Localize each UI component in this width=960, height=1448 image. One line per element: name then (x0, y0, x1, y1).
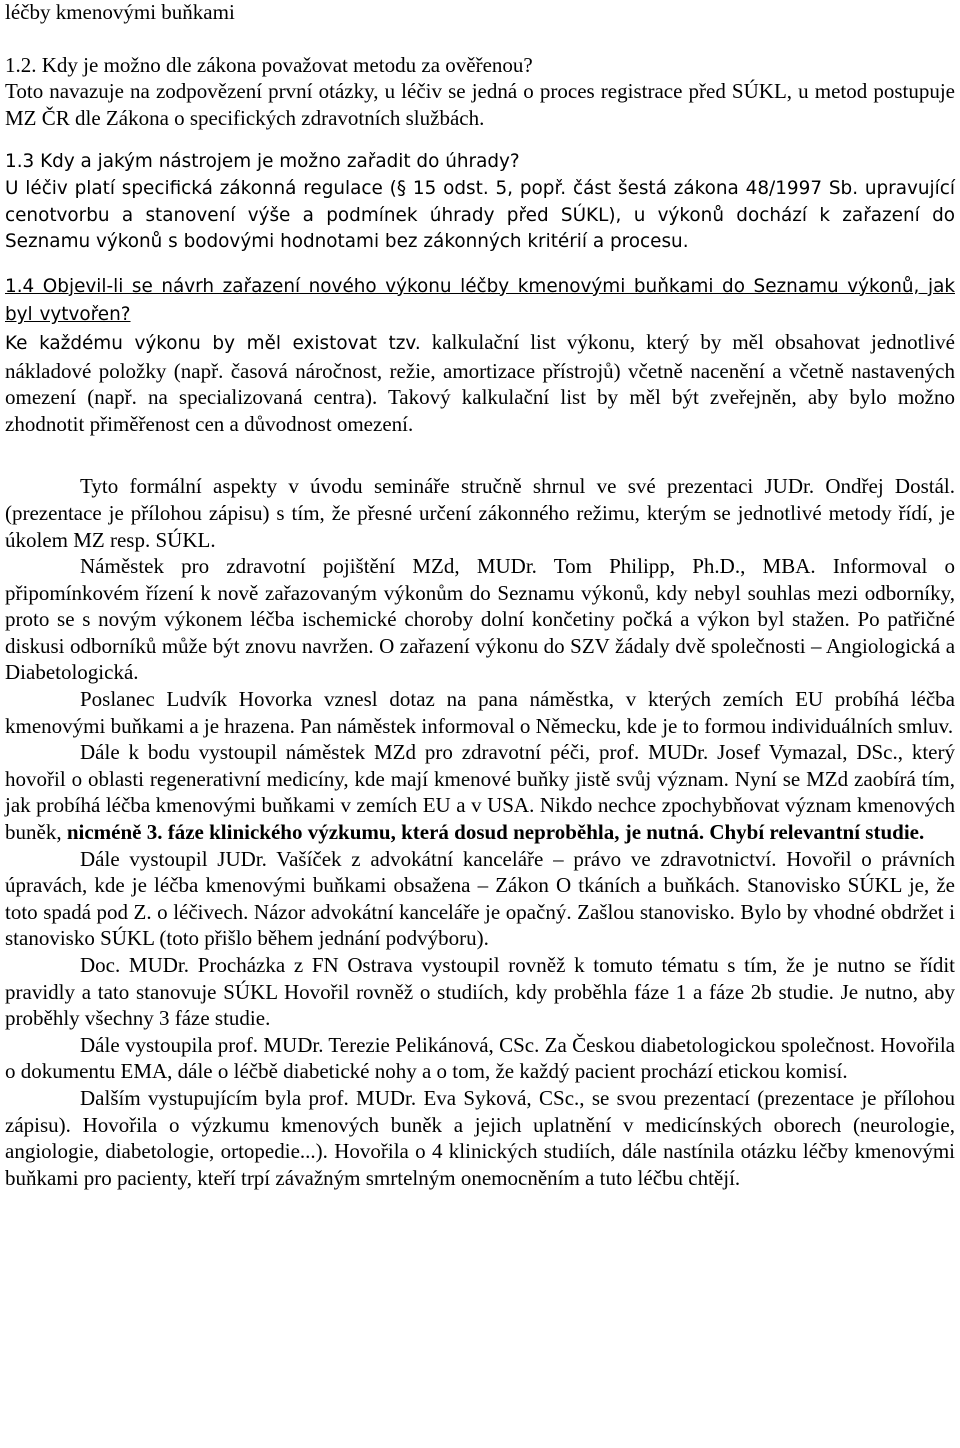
paragraph-vasicek-a: právo ve zdravotnictví. Hovořil o právních úpravách, kde je léčba kmenovými buňkami obsažena (5, 846, 956, 898)
section-text-1-4 (5, 329, 955, 437)
section-heading-1-3-text: 1.3 Kdy a jakým nástrojem je možno zařadit do úhrady? (5, 151, 520, 173)
paragraph-prochazka: Doc. MUDr. Procházka z FN Ostrava vystoupil rovněž k tomuto tématu s tím, že je nutno se řídit pravidly a tato stanovuje SÚKL Hovořil rovněž o studiích, kdy proběhla fáze 1 a fáze 2b studie. Je nutno, aby proběhly všechny 3 fáze studie. (5, 953, 955, 1031)
paragraph-vasicek-text: Dále vystoupil JUDr. Vašíček z advokátní kanceláře (80, 846, 544, 871)
paragraph-vymazal (5, 739, 955, 845)
paragraph-philipp-end: Angiologická a Diabetologická. (5, 633, 956, 685)
dash-glyph: – (553, 846, 564, 871)
paragraph-sykova: Dalším vystupujícím byla prof. MUDr. Eva Syková, CSc., se svou prezentací (prezentace je přílohou zápisu). Hovořila o výzkumu kmenových buněk a jejich uplatnění v medicínských oborech (neurologie, angiologie, diabetologie, ortopedie...). Hovořila o 4 klinických studiích, dále nastínila otázku léčby kmenovými buňkami pro pacienty, kteří trpí závažným smrtelným onemocněním a tuto léčbu chtějí. (5, 1085, 955, 1190)
paragraph-philipp-text: Náměstek pro zdravotní pojištění MZd, MUDr. Tom Philipp, Ph.D., MBA. Informoval o připomínkovém řízení k nově zařazovaným výkonům do Seznamu výkonů, kdy nebyl souhlas mezi odborníky, proto se s novým výkonem léčba ischemické choroby dolní končetiny počká a výkon byl stažen. Po patřičné diskusi odborníků může být znovu navržen. O zařazení výkonu do SZV žádaly dvě společnosti (5, 554, 955, 658)
section-text-1-3-b: 15 odst. 5, popř. část šestá zákona 48/1997 Sb. upravující cenotvorbu a stanovení výše a podmínek úhrady před SÚKL), u výkonů dochází k zařazení do Seznamu výkonů s bodovými hodnotami bez zákonných kritérií a procesu. (5, 177, 955, 253)
paragraph-vasicek (5, 846, 955, 952)
section-text-1-4-sans: Ke každému výkonu by měl existovat tzv. (5, 332, 421, 354)
section-heading-1-4-text: 1.4 Objevil-li se návrh zařazení nového výkonu léčby kmenovými buňkami do Seznamu výkonů, jak byl vytvořen? (5, 275, 955, 326)
section-text-1-4-serif: kalkulační list výkonu, který by měl obsahovat jednotlivé nákladové položky (např. časová náročnost, režie, amortizace přístrojů) včetně nacenění a včetně nastavených omezení (např. na specializovaná centra). Takový kalkulační list by měl být zveřejněn, aby bylo možno zhodnotit přiměřenost cen a důvodnost omezení. (5, 329, 955, 436)
section-text-1-3-a: U léčiv platí specifická zákonná regulace (§ (5, 177, 407, 199)
dash-glyph: – (477, 873, 489, 898)
paragraph-sign-glyph: § (396, 177, 407, 199)
paragraph-vymazal-bold: nicméně 3. fáze klinického výzkumu, která dosud neproběhla, je nutná. Chybí relevantní studie. (66, 820, 925, 845)
paragraph-vymazal-text: Dále k bodu vystoupil náměstek MZd pro zdravotní péči, prof. MUDr. Josef Vymazal, DSc., který hovořil o oblasti regenerativní medicíny, kde mají kmenové buňky jistě svůj význam. Nyní se MZd zaobírá tím, jak probíhá léčba kmenovými buňkami v zemích EU a v USA. Nikdo nechce zpochybňovat význam kmenových buněk, (5, 740, 955, 845)
section-text-1-3 (5, 176, 955, 256)
section-heading-1-4 (5, 272, 955, 329)
paragraph-dostal: Tyto formální aspekty v úvodu semináře stručně shrnul ve své prezentaci JUDr. Ondřej Dostál. (prezentace je přílohou zápisu) s tím, že přesné určení zákonného režimu, kterým se jednotlivé metody řídí, je úkolem MZ resp. SÚKL. (5, 474, 955, 552)
paragraph-hovorka: Poslanec Ludvík Hovorka vznesl dotaz na pana náměstka, v kterých zemích EU probíhá léčba kmenovými buňkami a je hrazena. Pan náměstek informoval o Německu, kde je to formou individuálních smluv. (5, 687, 955, 738)
section-text-1-2: Toto navazuje na zodpovězení první otázky, u léčiv se jedná o proces registrace před SÚKL, u metod postupuje MZ ČR dle Zákona o specifických zdravotních službách. (5, 79, 955, 130)
section-heading-1-3 (5, 147, 955, 176)
document-page (5, 0, 955, 1191)
paragraph-philipp (5, 553, 955, 686)
text-line-top: léčby kmenovými buňkami (5, 0, 235, 24)
paragraph-vasicek-b: Zákon O tkáních a buňkách. Stanovisko SÚKL je, že toto spadá pod Z. o léčivech. Názor advokátní kanceláře je opačný. Zašlou stanovisko. Bylo by vhodné obdržet i stanovisko SÚKL (toto přišlo během jednání podvýboru). (5, 873, 955, 951)
paragraph-pelikanova: Dále vystoupila prof. MUDr. Terezie Pelikánová, CSc. Za Českou diabetologickou společnost. Hovořila o dokumentu EMA, dále o léčbě diabetické nohy a o tom, že každý pacient prochází etickou komisí. (5, 1032, 955, 1084)
section-heading-1-2: 1.2. Kdy je možno dle zákona považovat metodu za ověřenou? (5, 52, 533, 77)
dash-glyph: – (811, 633, 822, 658)
